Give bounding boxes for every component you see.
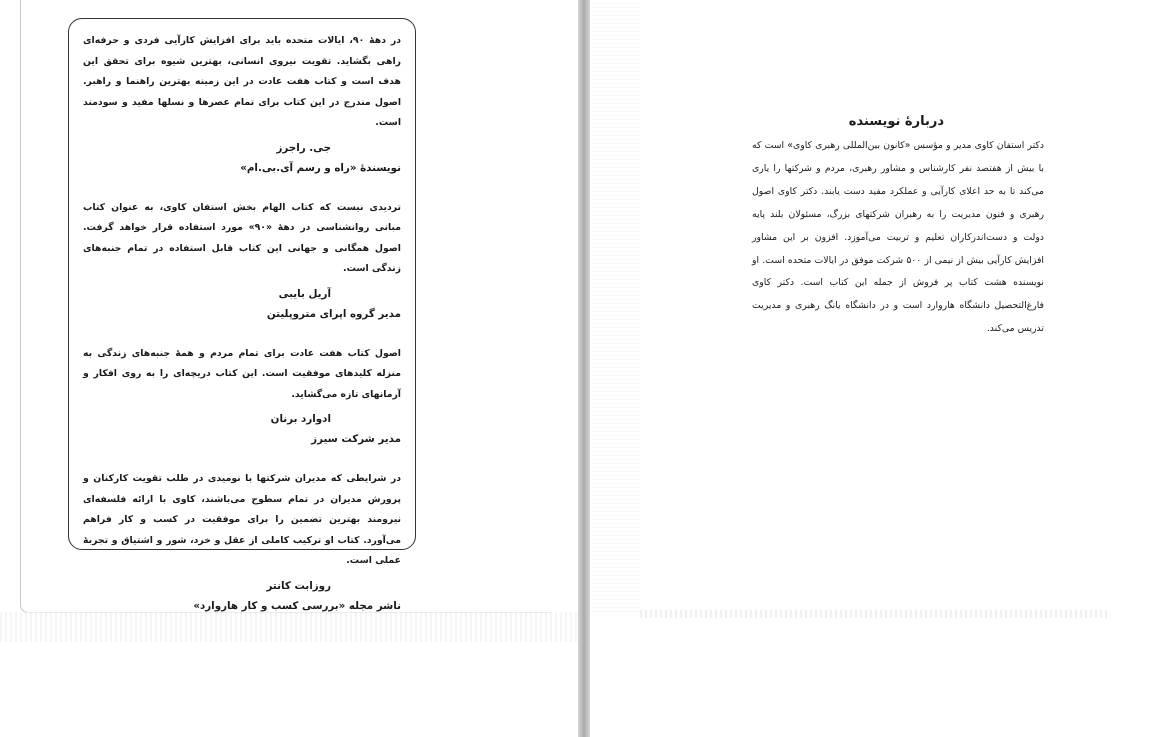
testimonial-2 bbox=[83, 198, 401, 324]
left-page bbox=[0, 0, 578, 737]
testimonial-author-name: جی. راجرز bbox=[276, 141, 331, 154]
testimonial-author-title: نویسندهٔ «راه و رسم آی.بی.ام» bbox=[240, 161, 401, 174]
testimonial-author-name: ادوارد برنان bbox=[270, 413, 331, 425]
testimonial-1 bbox=[83, 31, 401, 178]
testimonial-quote: در دههٔ ۹۰، ایالات متحده باید برای افزایش کارآیی فردی و حرفه‌ای راهی بگشاید. تقویت نیروی انسانی، بهترین شیوه برای تحقق این هدف است و کتاب هفت عادت در این زمینه بهترین راهنما و راهبر. اصول مندرج در این کتاب برای تمام عصرها و نسلها مفید و سودمند است. bbox=[83, 35, 401, 128]
testimonial-4 bbox=[83, 469, 401, 616]
testimonial-author-title: ناشر مجله «بررسی کسب و کار هاروارد» bbox=[193, 599, 401, 612]
scan-noise-strip bbox=[0, 612, 578, 642]
testimonial-author-name: روزابت کانتر bbox=[266, 579, 331, 592]
about-author-section bbox=[752, 110, 1044, 341]
testimonial-author-title: مدیر شرکت سیرز bbox=[311, 433, 401, 445]
testimonial-author-title: مدیر گروه اپرای متروپلیتن bbox=[266, 307, 401, 320]
page-gutter bbox=[578, 0, 590, 737]
testimonial-3 bbox=[83, 344, 401, 450]
testimonial-quote: اصول کتاب هفت عادت برای تمام مردم و همهٔ جنبه‌های زندگی به منزله کلیدهای موفقیت است. این کتاب دریچه‌ای را به روی افکار و آرمانهای تازه می‌گشاید. bbox=[83, 347, 401, 400]
about-author-heading: دربارهٔ نویسنده bbox=[848, 114, 944, 129]
testimonial-quote: در شرایطی که مدیران شرکتها با نومیدی در طلب تقویت کارکنان و پرورش مدیران در تمام سطوح می‌باشند، کاوی با ارائه فلسفه‌ای نیرومند بهترین تضمین را برای موفقیت در کسب و کار فراهم می‌آورد. کتاب او ترکیب کاملی از عقل و خرد، شور و اشتیاق و تجربهٔ عملی است. bbox=[83, 473, 401, 566]
testimonials-box bbox=[68, 18, 416, 612]
testimonial-author-name: آریل بایبی bbox=[278, 287, 331, 300]
testimonial-quote: تردیدی نیست که کتاب الهام بخش استفان کاوی، به عنوان کتاب مبانی روانشناسی در دههٔ «۹۰» مورد استفاده قرار خواهد گرفت. اصول همگانی و جهانی این کتاب قابل استفاده در تمام جنبه‌های زندگی است. bbox=[83, 201, 401, 274]
about-author-body: دکتر استفان کاوی مدیر و مؤسس «کانون بین‌المللی رهبری کاوی» است که با بیش از هفتصد نفر کارشناس و مشاور رهبری، مردم و شرکتها را یاری می‌کند تا به حد اعلای کارآیی و عملکرد مفید دست یابند. دکتر کاوی اصول رهبری و فنون مدیریت را به رهبران شرکتهای بزرگ، مسئولان بلند پایه دولت و دست‌اندرکاران تعلیم و تربیت می‌آموزد. افزون بر این مشاور افزایش کارآیی بیش از نیمی از ۵۰۰ شرکت موفق در ایالات متحده است. او نویسنده هشت کتاب پر فروش از جمله این کتاب است. دکتر کاوی فارغ‌التحصیل دانشگاه هاروارد است و در دانشگاه یانگ رهبری و مدیریت تدریس می‌کند. bbox=[752, 140, 1044, 335]
